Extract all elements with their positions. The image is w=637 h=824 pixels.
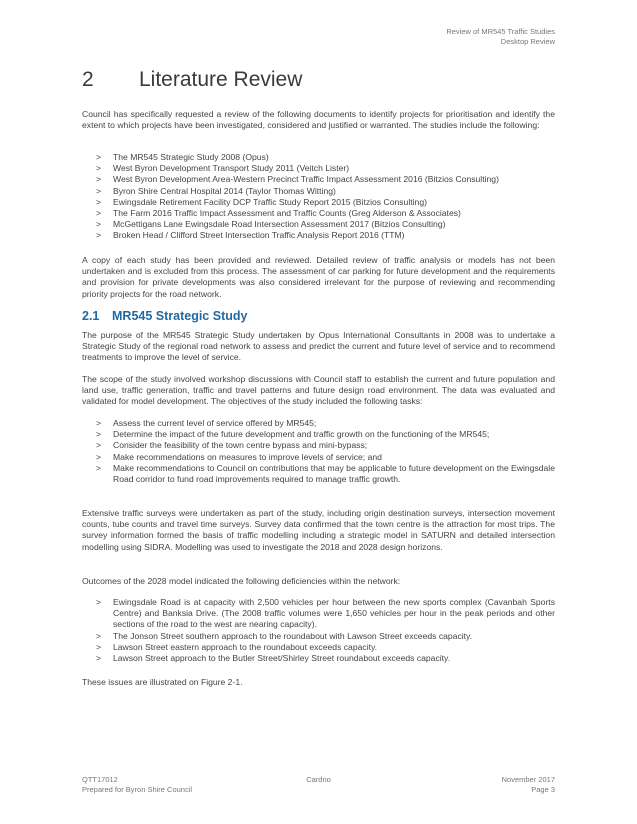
page-number: Page 3 bbox=[531, 785, 555, 794]
scope-paragraph: The scope of the study involved workshop discussions with Council staff to establish the current and future population and land use, traffic generation, traffic and travel patterns and future design road environment. The data was evaluated and validated for model development. The objectives of the study included the following tasks: bbox=[82, 374, 555, 407]
bullet-marker: > bbox=[96, 418, 102, 428]
bullet-marker: > bbox=[96, 152, 102, 162]
footer-reference: QTT17012 bbox=[82, 775, 118, 784]
bullet-marker: > bbox=[96, 174, 102, 185]
documents-list bbox=[96, 152, 555, 242]
list-item: > McGettigans Lane Ewingsdale Road Intersection Assessment 2017 (Bitzios Consulting) bbox=[96, 219, 446, 230]
bullet-marker: > bbox=[96, 462, 102, 473]
list-item: > The Jonson Street southern approach to the roundabout with Lawson Street exceeds capacity. bbox=[96, 630, 473, 641]
deficiencies-list bbox=[96, 597, 555, 664]
footer-date: November 2017 bbox=[501, 775, 555, 784]
bullet-marker: > bbox=[96, 163, 102, 174]
list-item: > Byron Shire Central Hospital 2014 (Taylor Thomas Witting) bbox=[96, 185, 336, 196]
subsection-heading bbox=[82, 309, 247, 323]
footer-right bbox=[502, 775, 555, 795]
footer-prepared-for: Prepared for Byron Shire Council bbox=[82, 785, 193, 794]
list-item: > Consider the feasibility of the town centre bypass and mini-bypass; bbox=[96, 440, 368, 451]
surveys-paragraph: Extensive traffic surveys were undertaken as part of the study, including origin destination surveys, intersection movement counts, tube counts and travel time surveys. Survey data confirmed that the town centre is the attraction for most trips. The survey information formed the basis of traffic modelling including a strategic model in SATURN and detailed intersection modelling using SIDRA. Modelling was used to investigate the 2018 and 2028 design horizons. bbox=[82, 508, 555, 552]
footer-company: Cardno bbox=[306, 775, 331, 784]
bullet-marker: > bbox=[96, 208, 102, 219]
list-item: > West Byron Development Transport Study 2011 (Veitch Lister) bbox=[96, 163, 350, 174]
section-number: 2 bbox=[82, 68, 94, 91]
header-report-subtitle: Desktop Review bbox=[500, 37, 555, 46]
closing-paragraph: These issues are illustrated on Figure 2-1. bbox=[82, 677, 243, 687]
header-report-title: Review of MR545 Traffic Studies bbox=[446, 27, 555, 36]
intro-paragraph: Council has specifically requested a review of the following documents to identify projects for prioritisation and identify the extent to which projects have been investigated, considered and justified or warranted. The studies include the following: bbox=[82, 109, 555, 131]
bullet-marker: > bbox=[96, 641, 102, 652]
bullet-marker: > bbox=[96, 230, 102, 241]
list-item: > West Byron Development Area-Western Precinct Traffic Impact Assessment 2016 (Bitzios Consulting) bbox=[96, 174, 499, 185]
list-item: > Determine the impact of the future development and traffic growth on the functioning of the MR545; bbox=[96, 429, 490, 440]
list-item: > Assess the current level of service offered by MR545; bbox=[96, 418, 317, 428]
section-heading bbox=[82, 68, 302, 92]
bullet-marker: > bbox=[96, 630, 102, 641]
bullet-marker: > bbox=[96, 219, 102, 230]
list-item: > Make recommendations to Council on contributions that may be applicable to future development on the Ewingsdale Road corridor to fund road improvements required to manage traffic growth. bbox=[96, 462, 555, 485]
section-title: Literature Review bbox=[139, 68, 303, 91]
list-item: > Lawson Street approach to the Butler Street/Shirley Street roundabout exceeds capacity. bbox=[96, 653, 451, 664]
running-header bbox=[446, 27, 555, 47]
outcomes-paragraph: Outcomes of the 2028 model indicated the following deficiencies within the network: bbox=[82, 576, 401, 586]
list-item: > Make recommendations on measures to improve levels of service; and bbox=[96, 451, 382, 462]
list-item: > The Farm 2016 Traffic Impact Assessment and Traffic Counts (Greg Alderson & Associates) bbox=[96, 208, 461, 219]
list-item: > Ewingsdale Retirement Facility DCP Traffic Study Report 2015 (Bitzios Consulting) bbox=[96, 196, 427, 207]
bullet-marker: > bbox=[96, 185, 102, 196]
subsection-number: 2.1 bbox=[82, 309, 100, 323]
list-item: > Ewingsdale Road is at capacity with 2,500 vehicles per hour between the new sports complex (Cavanbah Sports Centre) and Banksia Drive. (The 2008 traffic volumes were 1,650 vehicles per hour in the peak periods and other sections of the road to the west are nearing capacity). bbox=[96, 597, 555, 630]
bullet-marker: > bbox=[96, 653, 102, 664]
review-scope-paragraph: A copy of each study has been provided and reviewed. Detailed review of traffic analysis or models has not been undertaken and is excluded from this process. The assessment of car parking for future development and the requirements and provision for private developments was also considered irrelevant for the purpose of reviewing and recommending priority projects for the road network. bbox=[82, 255, 555, 299]
purpose-paragraph: The purpose of the MR545 Strategic Study undertaken by Opus International Consultants in 2008 was to undertake a Strategic Study of the regional road network to assess and predict the current and future level of service and to recommend treatments to improve the level of service. bbox=[82, 330, 555, 363]
tasks-list bbox=[96, 418, 555, 485]
bullet-marker: > bbox=[96, 429, 102, 440]
bullet-marker: > bbox=[96, 597, 102, 607]
subsection-title: MR545 Strategic Study bbox=[112, 309, 248, 323]
list-item: > Lawson Street eastern approach to the roundabout exceeds capacity. bbox=[96, 641, 378, 652]
bullet-marker: > bbox=[96, 451, 102, 462]
bullet-marker: > bbox=[96, 440, 102, 451]
list-item: > The MR545 Strategic Study 2008 (Opus) bbox=[96, 152, 269, 162]
list-item: > Broken Head / Clifford Street Intersection Traffic Analysis Report 2016 (TTM) bbox=[96, 230, 405, 241]
bullet-marker: > bbox=[96, 196, 102, 207]
